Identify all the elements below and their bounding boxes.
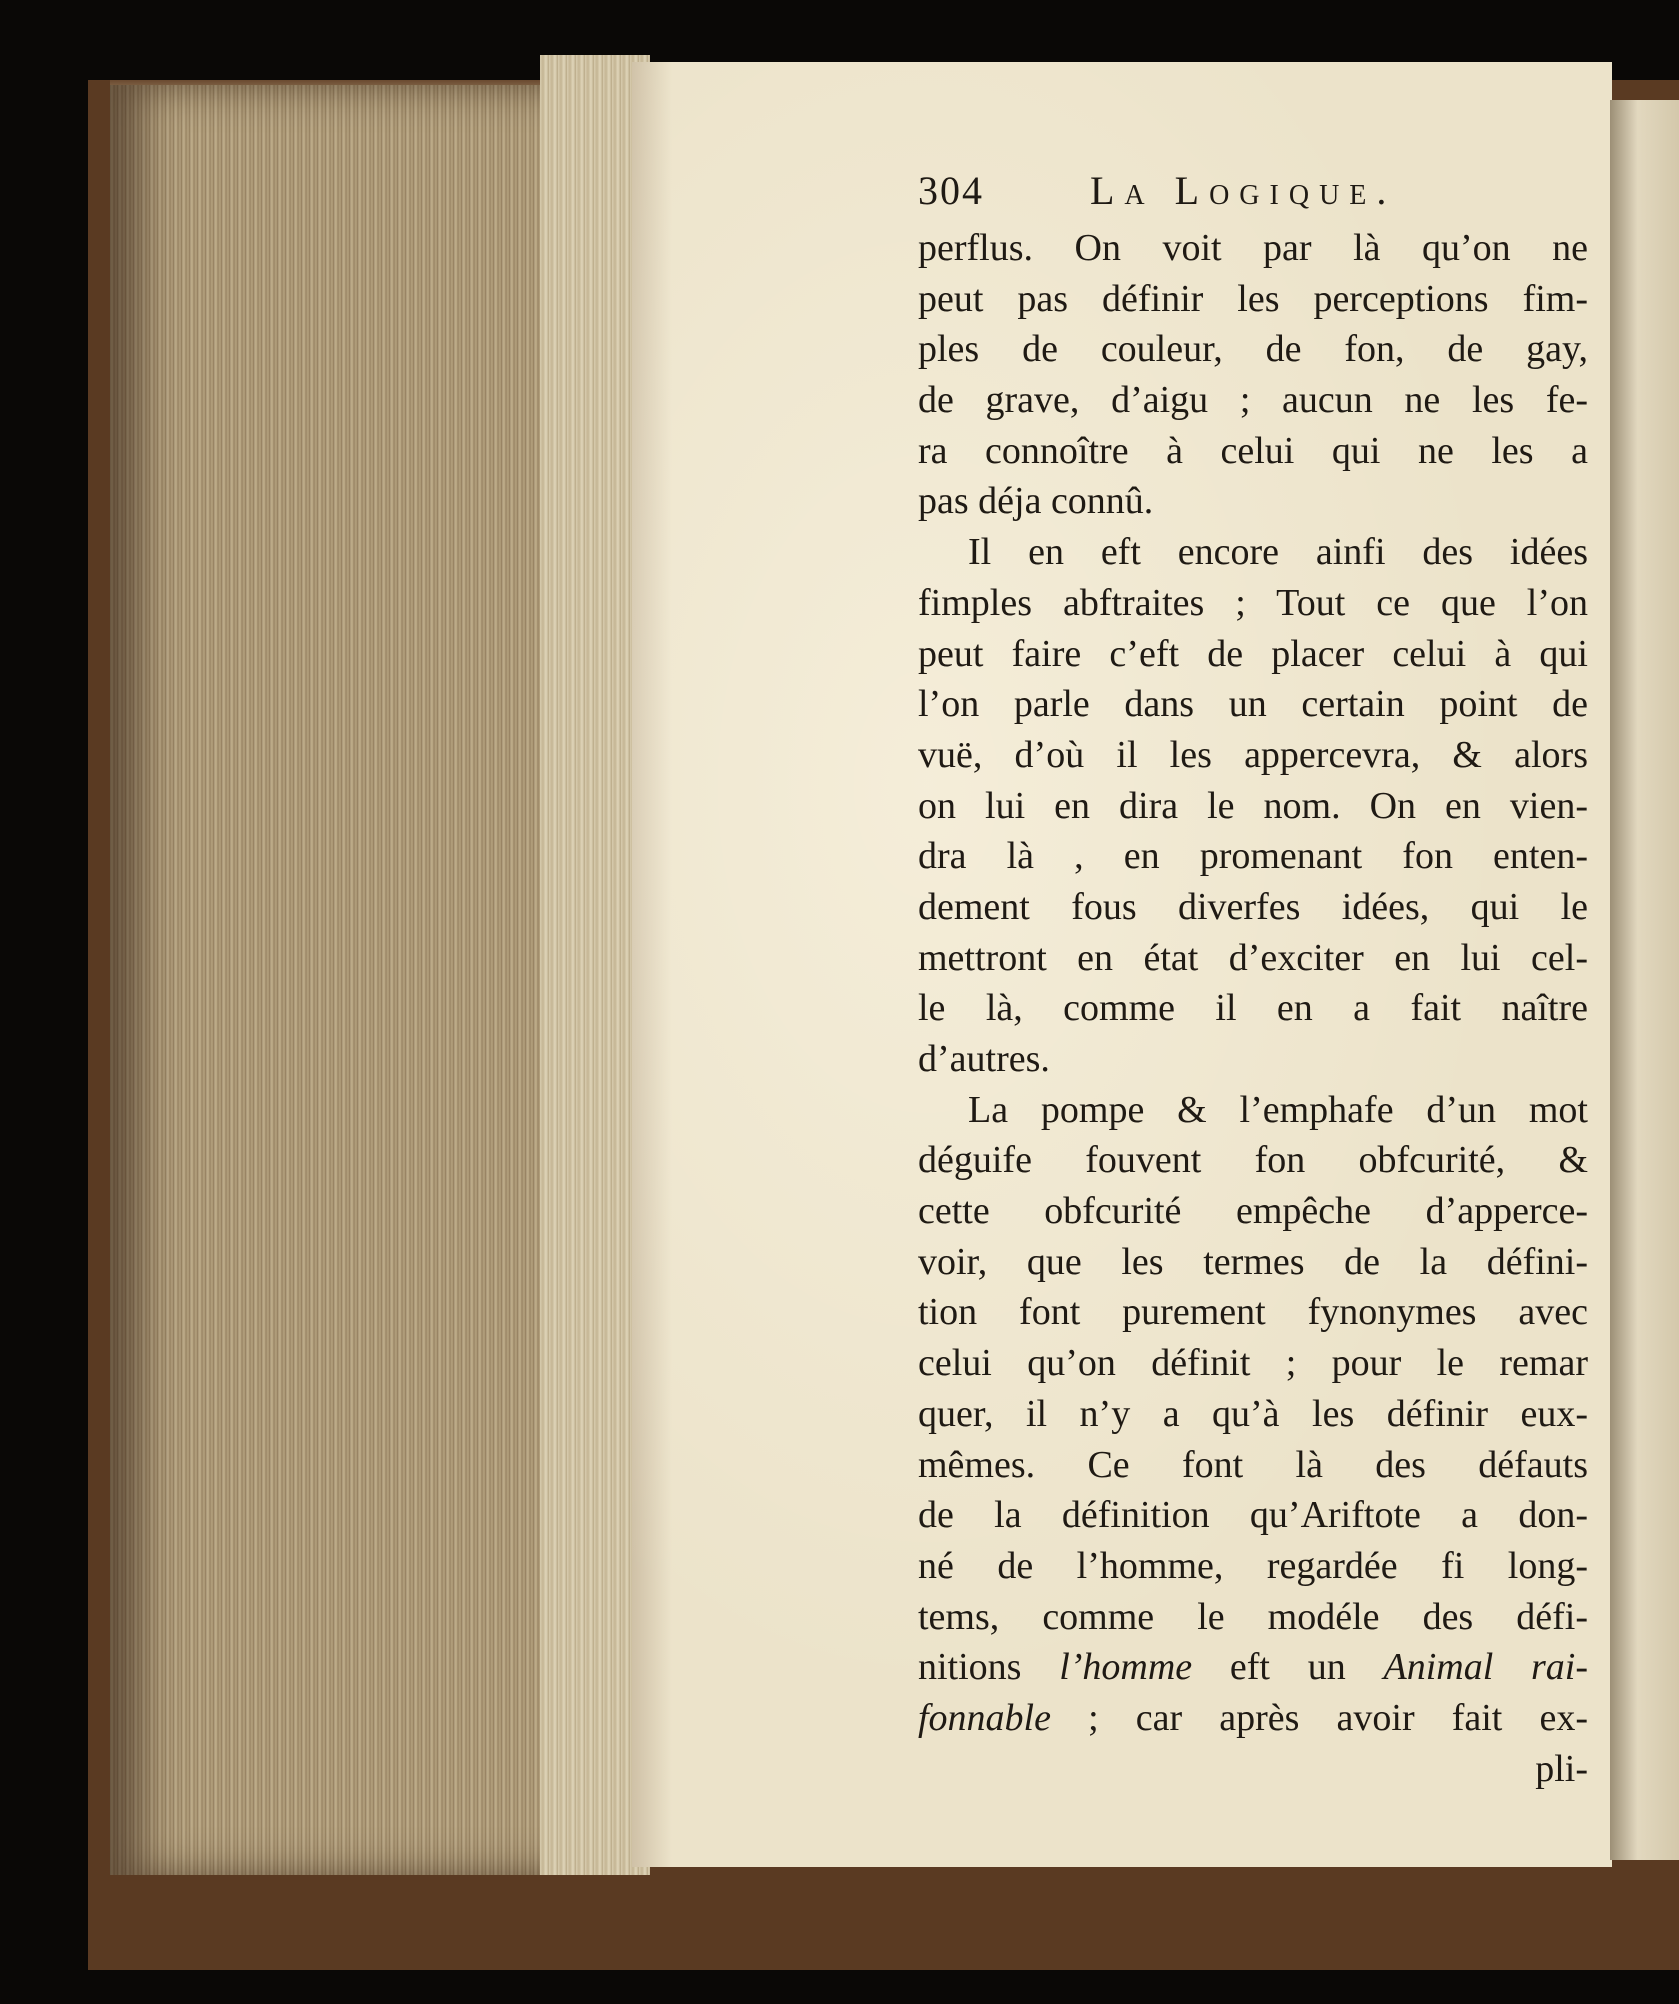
italic-run: fonnable bbox=[918, 1696, 1051, 1739]
facing-page-edge bbox=[1610, 100, 1679, 1860]
text-line: de grave, d’aigu ; aucun ne les fe- bbox=[918, 379, 1588, 422]
running-header bbox=[918, 167, 1588, 223]
text-line: quer, il n’y a qu’à les définir eux- bbox=[918, 1392, 1588, 1435]
text-line: tion font purement fynonymes avec bbox=[918, 1291, 1588, 1334]
text-line: peut pas définir les perceptions fim- bbox=[918, 277, 1588, 320]
page-text-column bbox=[918, 167, 1588, 1794]
text-line: mettront en état d’exciter en lui cel- bbox=[918, 936, 1588, 979]
italic-run: Animal rai- bbox=[1383, 1646, 1588, 1689]
text-line: né de l’homme, regardée fi long- bbox=[918, 1544, 1588, 1587]
text-line: tems, comme le modéle des défi- bbox=[918, 1595, 1588, 1638]
text-line: voir, que les termes de la défini- bbox=[918, 1240, 1588, 1283]
text-line: cette obfcurité empêche d’apperce- bbox=[918, 1190, 1588, 1233]
text-line: celui qu’on définit ; pour le remar bbox=[918, 1342, 1588, 1385]
text-line: Il en eft encore ainfi des idées bbox=[968, 531, 1588, 574]
text-run: nitions bbox=[918, 1646, 1060, 1689]
page-number: 304 bbox=[918, 168, 984, 213]
text-line: ples de couleur, de fon, de gay, bbox=[918, 328, 1588, 371]
text-line: de la définition qu’Ariftote a don- bbox=[918, 1494, 1588, 1537]
text-line: d’autres. bbox=[918, 1038, 1050, 1080]
text-line: dra là , en promenant fon enten- bbox=[918, 835, 1588, 878]
text-line: ra connoître à celui qui ne les a bbox=[918, 429, 1588, 472]
text-line: La pompe & l’emphafe d’un mot bbox=[968, 1088, 1588, 1131]
text-run: eft un bbox=[1192, 1646, 1384, 1689]
text-line: on lui en dira le nom. On en vien- bbox=[918, 784, 1588, 827]
text-line: déguife fouvent fon obfcurité, & bbox=[918, 1139, 1588, 1182]
text-line bbox=[918, 1693, 1588, 1744]
text-line: l’on parle dans un certain point de bbox=[918, 683, 1588, 726]
text-line: peut faire c’eft de placer celui à qui bbox=[918, 632, 1588, 675]
catchword: pli- bbox=[1535, 1747, 1588, 1790]
text-line: le là, comme il en a fait naître bbox=[918, 987, 1588, 1030]
italic-run: l’homme bbox=[1059, 1646, 1193, 1689]
text-line: perflus. On voit par là qu’on ne bbox=[918, 227, 1588, 269]
text-line: pas déja connû. bbox=[918, 480, 1154, 523]
text-line: dement fous diverfes idées, qui le bbox=[918, 885, 1588, 928]
text-run: ; car après avoir fait ex- bbox=[1050, 1696, 1588, 1739]
text-line: mêmes. Ce font là des défauts bbox=[918, 1443, 1588, 1486]
running-title: La Logique. bbox=[1090, 168, 1397, 213]
text-line bbox=[918, 1642, 1588, 1693]
text-line: vuë, d’où il les appercevra, & alors bbox=[918, 733, 1588, 776]
text-line: fimples abftraites ; Tout ce que l’on bbox=[918, 581, 1588, 624]
